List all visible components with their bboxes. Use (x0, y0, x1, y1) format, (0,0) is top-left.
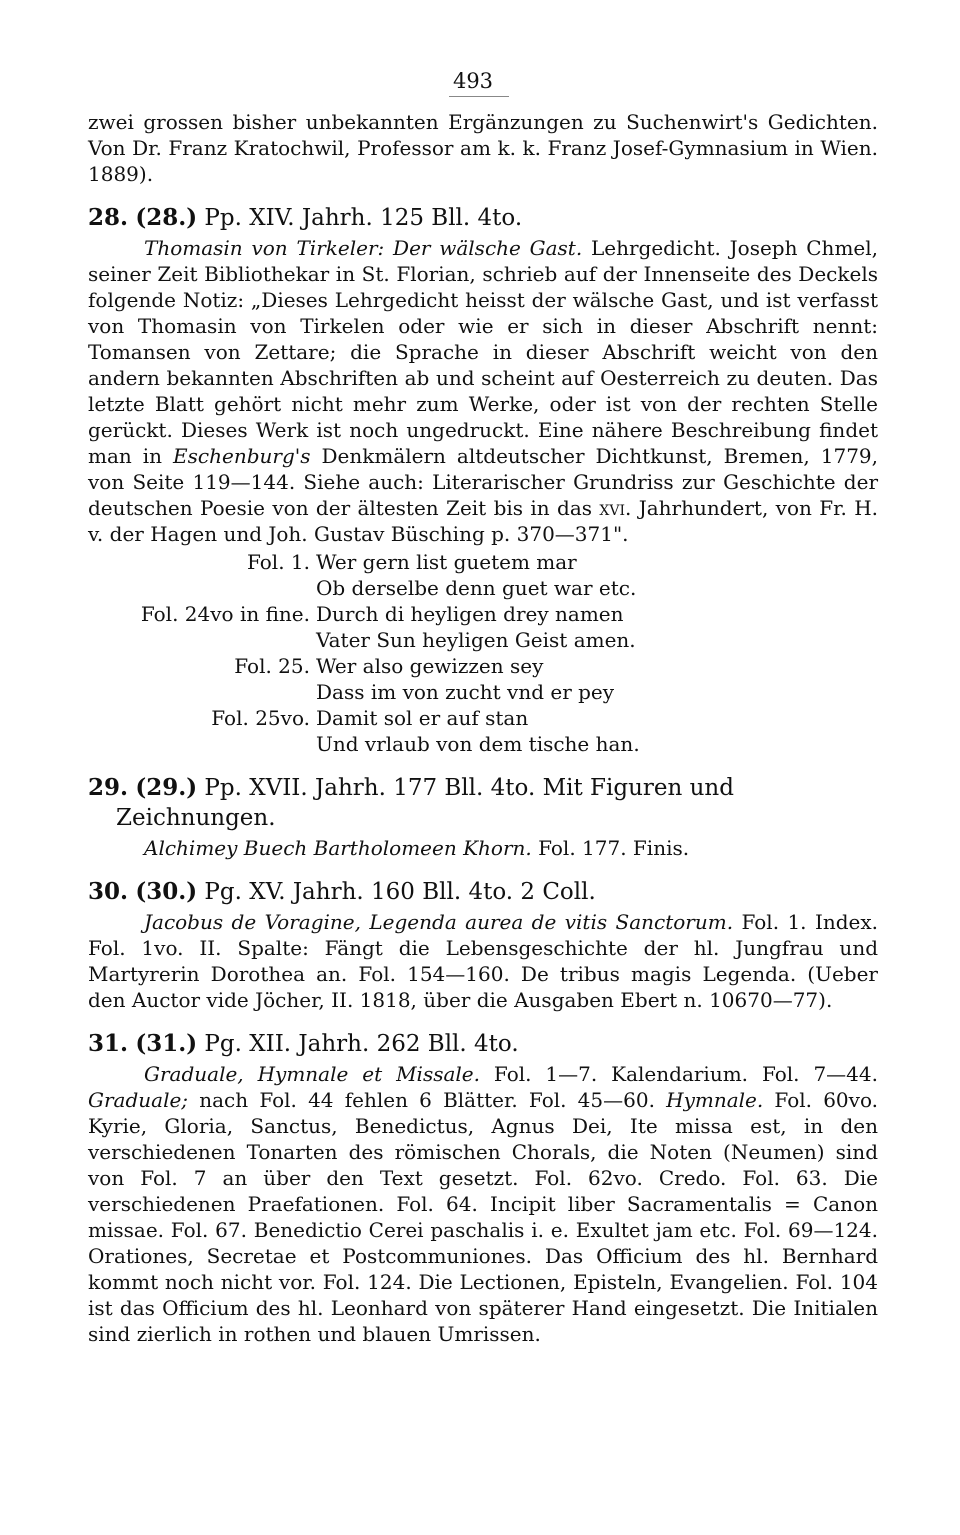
entry-heading (88, 203, 878, 233)
verse-line: Und vrlaub von dem tische han. (316, 732, 640, 756)
entry-title: Jacobus de Voragine, Legenda aurea de vitis Sanctorum. (144, 910, 734, 934)
entry-28 (88, 203, 878, 757)
entry-ref: (28.) (135, 204, 198, 231)
entry-number: 29. (88, 774, 129, 801)
verse-line: Dass im von zucht vnd er pey (316, 680, 615, 704)
entry-30 (88, 877, 878, 1013)
entry-head-text: Pg. XII. Jahrh. 262 Bll. 4to. (204, 1031, 519, 1057)
entry-text: Fol. 177. Finis. (531, 836, 690, 860)
entry-text: nach Fol. 44 fehlen 6 Blätter. Fol. 45—60. (188, 1088, 667, 1112)
intro-paragraph: zwei grossen bisher unbekannten Ergänzungen zu Suchenwirt's Gedichten. Von Dr. Franz Kratochwil, Professor am k. k. Franz Josef-Gymnasium in Wien. 1889). (88, 110, 878, 186)
entry-ref: (29.) (135, 774, 198, 801)
entry-number: 30. (88, 878, 129, 905)
entry-text: Lehrgedicht. Joseph Chmel, seiner Zeit Bibliothekar in St. Florian, schrieb auf der Innenseite des Deckels folgende Notiz: „Dieses Lehrgedicht heisst der wälsche Gast, und ist verfasst von Thomasin von Tirkelen oder wie er sich in dieser Abschrift nennt: Tomansen von Zettare; die Sprache in dieser Abschrift weicht von den andern bekannten Abschriften ab und scheint auf Oesterreich zu deuten. Das letzte Blatt gehört nicht mehr zum Werke, oder ist von der rechten Stelle gerückt. Dieses Werk ist noch ungedruckt. Eine nähere Beschreibung findet man in (88, 236, 878, 468)
entry-title: Thomasin von Tirkeler: Der wälsche Gast. (144, 236, 583, 260)
verse-line: Durch di heyligen drey namen (316, 602, 624, 626)
verse-row (88, 549, 878, 575)
verse-ref: Fol. 25vo. (211, 706, 310, 730)
verse-line: Wer gern list guetem mar (316, 550, 577, 574)
entry-body (88, 1061, 878, 1347)
verse-row (88, 627, 878, 653)
entry-title: Alchimey Buech Bartholomeen Khorn. (144, 836, 532, 860)
verse-row (88, 601, 878, 627)
entry-ref: (30.) (135, 878, 198, 905)
entry-text: Jahrhundert, von Fr. H. v. der Hagen und Joh. Gustav Büsching p. 370—371". (88, 496, 879, 546)
entry-body (88, 235, 878, 547)
page-number-rule (449, 96, 509, 97)
entry-text-italic: Graduale; (88, 1088, 189, 1112)
verse-line: Ob derselbe denn guet war etc. (316, 576, 637, 600)
entry-heading (88, 773, 878, 833)
verse-ref: Fol. 1. (246, 550, 310, 574)
entry-body (88, 835, 878, 861)
verse-row (88, 705, 878, 731)
entry-heading (88, 877, 878, 907)
entry-text-smallcaps: xvi. (599, 496, 632, 520)
entry-number: 28. (88, 204, 129, 231)
verse-row (88, 575, 878, 601)
entry-text: Fol. 60vo. Kyrie, Gloria, Sanctus, Benedictus, Agnus Dei, Ite missa est, in den verschiedenen Tonarten des römischen Chorals, die Noten (Neumen) sind von Fol. 7 an über den Text gesetzt. Fol. 62vo. Credo. Fol. 63. Die verschiedenen Praefationen. Fol. 64. Incipit liber Sacramentalis = Canon missae. Fol. 67. Benedictio Cerei paschalis i. e. Exultet jam etc. Fol. 69—124. Orationes, Secretae et Postcommuniones. Das Officium des hl. Bernhard kommt noch nicht vor. Fol. 124. Die Lectionen, Episteln, Evangelien. Fol. 104 ist das Officium des hl. Leonhard von späterer Hand eingesetzt. Die Initialen sind zierlich in rothen und blauen Umrissen. (88, 1088, 878, 1346)
verse-line: Vater Sun heyligen Geist amen. (316, 628, 636, 652)
entry-body (88, 909, 878, 1013)
entry-text: Denkmälern altdeutscher Dichtkunst, Bremen, 1779, von Seite 119—144. Siehe auch: Literarischer Grundriss zur Geschichte der deutschen Poesie von der ältesten Zeit bis in das (88, 444, 879, 520)
entry-heading (88, 1029, 878, 1059)
verse-row (88, 731, 878, 757)
entry-text: Fol. 1. Index. Fol. 1vo. II. Spalte: Fängt die Lebensgeschichte der hl. Jungfrau und Martyrerin Dorothea an. Fol. 154—160. De tribus magis Legenda. (Ueber den Auctor vide Jöcher, II. 1818, über die Ausgaben Ebert n. 10670—77). (88, 910, 879, 1012)
verse-ref: Fol. 24vo in fine. (140, 602, 310, 626)
entry-number: 31. (88, 1030, 129, 1057)
entry-29 (88, 773, 878, 861)
page-number: 493 (452, 69, 494, 93)
entry-31 (88, 1029, 878, 1347)
entry-ref: (31.) (135, 1030, 198, 1057)
verse-list (88, 549, 878, 757)
entry-text-italic: Hymnale. (666, 1088, 764, 1112)
verse-line: Damit sol er auf stan (316, 706, 529, 730)
verse-ref: Fol. 25. (234, 654, 310, 678)
entry-title: Graduale, Hymnale et Missale. (144, 1062, 480, 1086)
entry-text-italic: Eschenburg's (173, 444, 311, 468)
entry-head-text: Pg. XV. Jahrh. 160 Bll. 4to. 2 Coll. (204, 879, 596, 905)
verse-row (88, 679, 878, 705)
entry-text: Fol. 1—7. Kalendarium. Fol. 7—44. (479, 1062, 878, 1086)
entry-head-text: Pp. XIV. Jahrh. 125 Bll. 4to. (204, 205, 523, 231)
entry-head-text: Pp. XVII. Jahrh. 177 Bll. 4to. Mit Figuren und Zeichnungen. (116, 775, 734, 831)
verse-row (88, 653, 878, 679)
document-page (88, 68, 878, 1347)
verse-line: Wer also gewizzen sey (316, 654, 544, 678)
